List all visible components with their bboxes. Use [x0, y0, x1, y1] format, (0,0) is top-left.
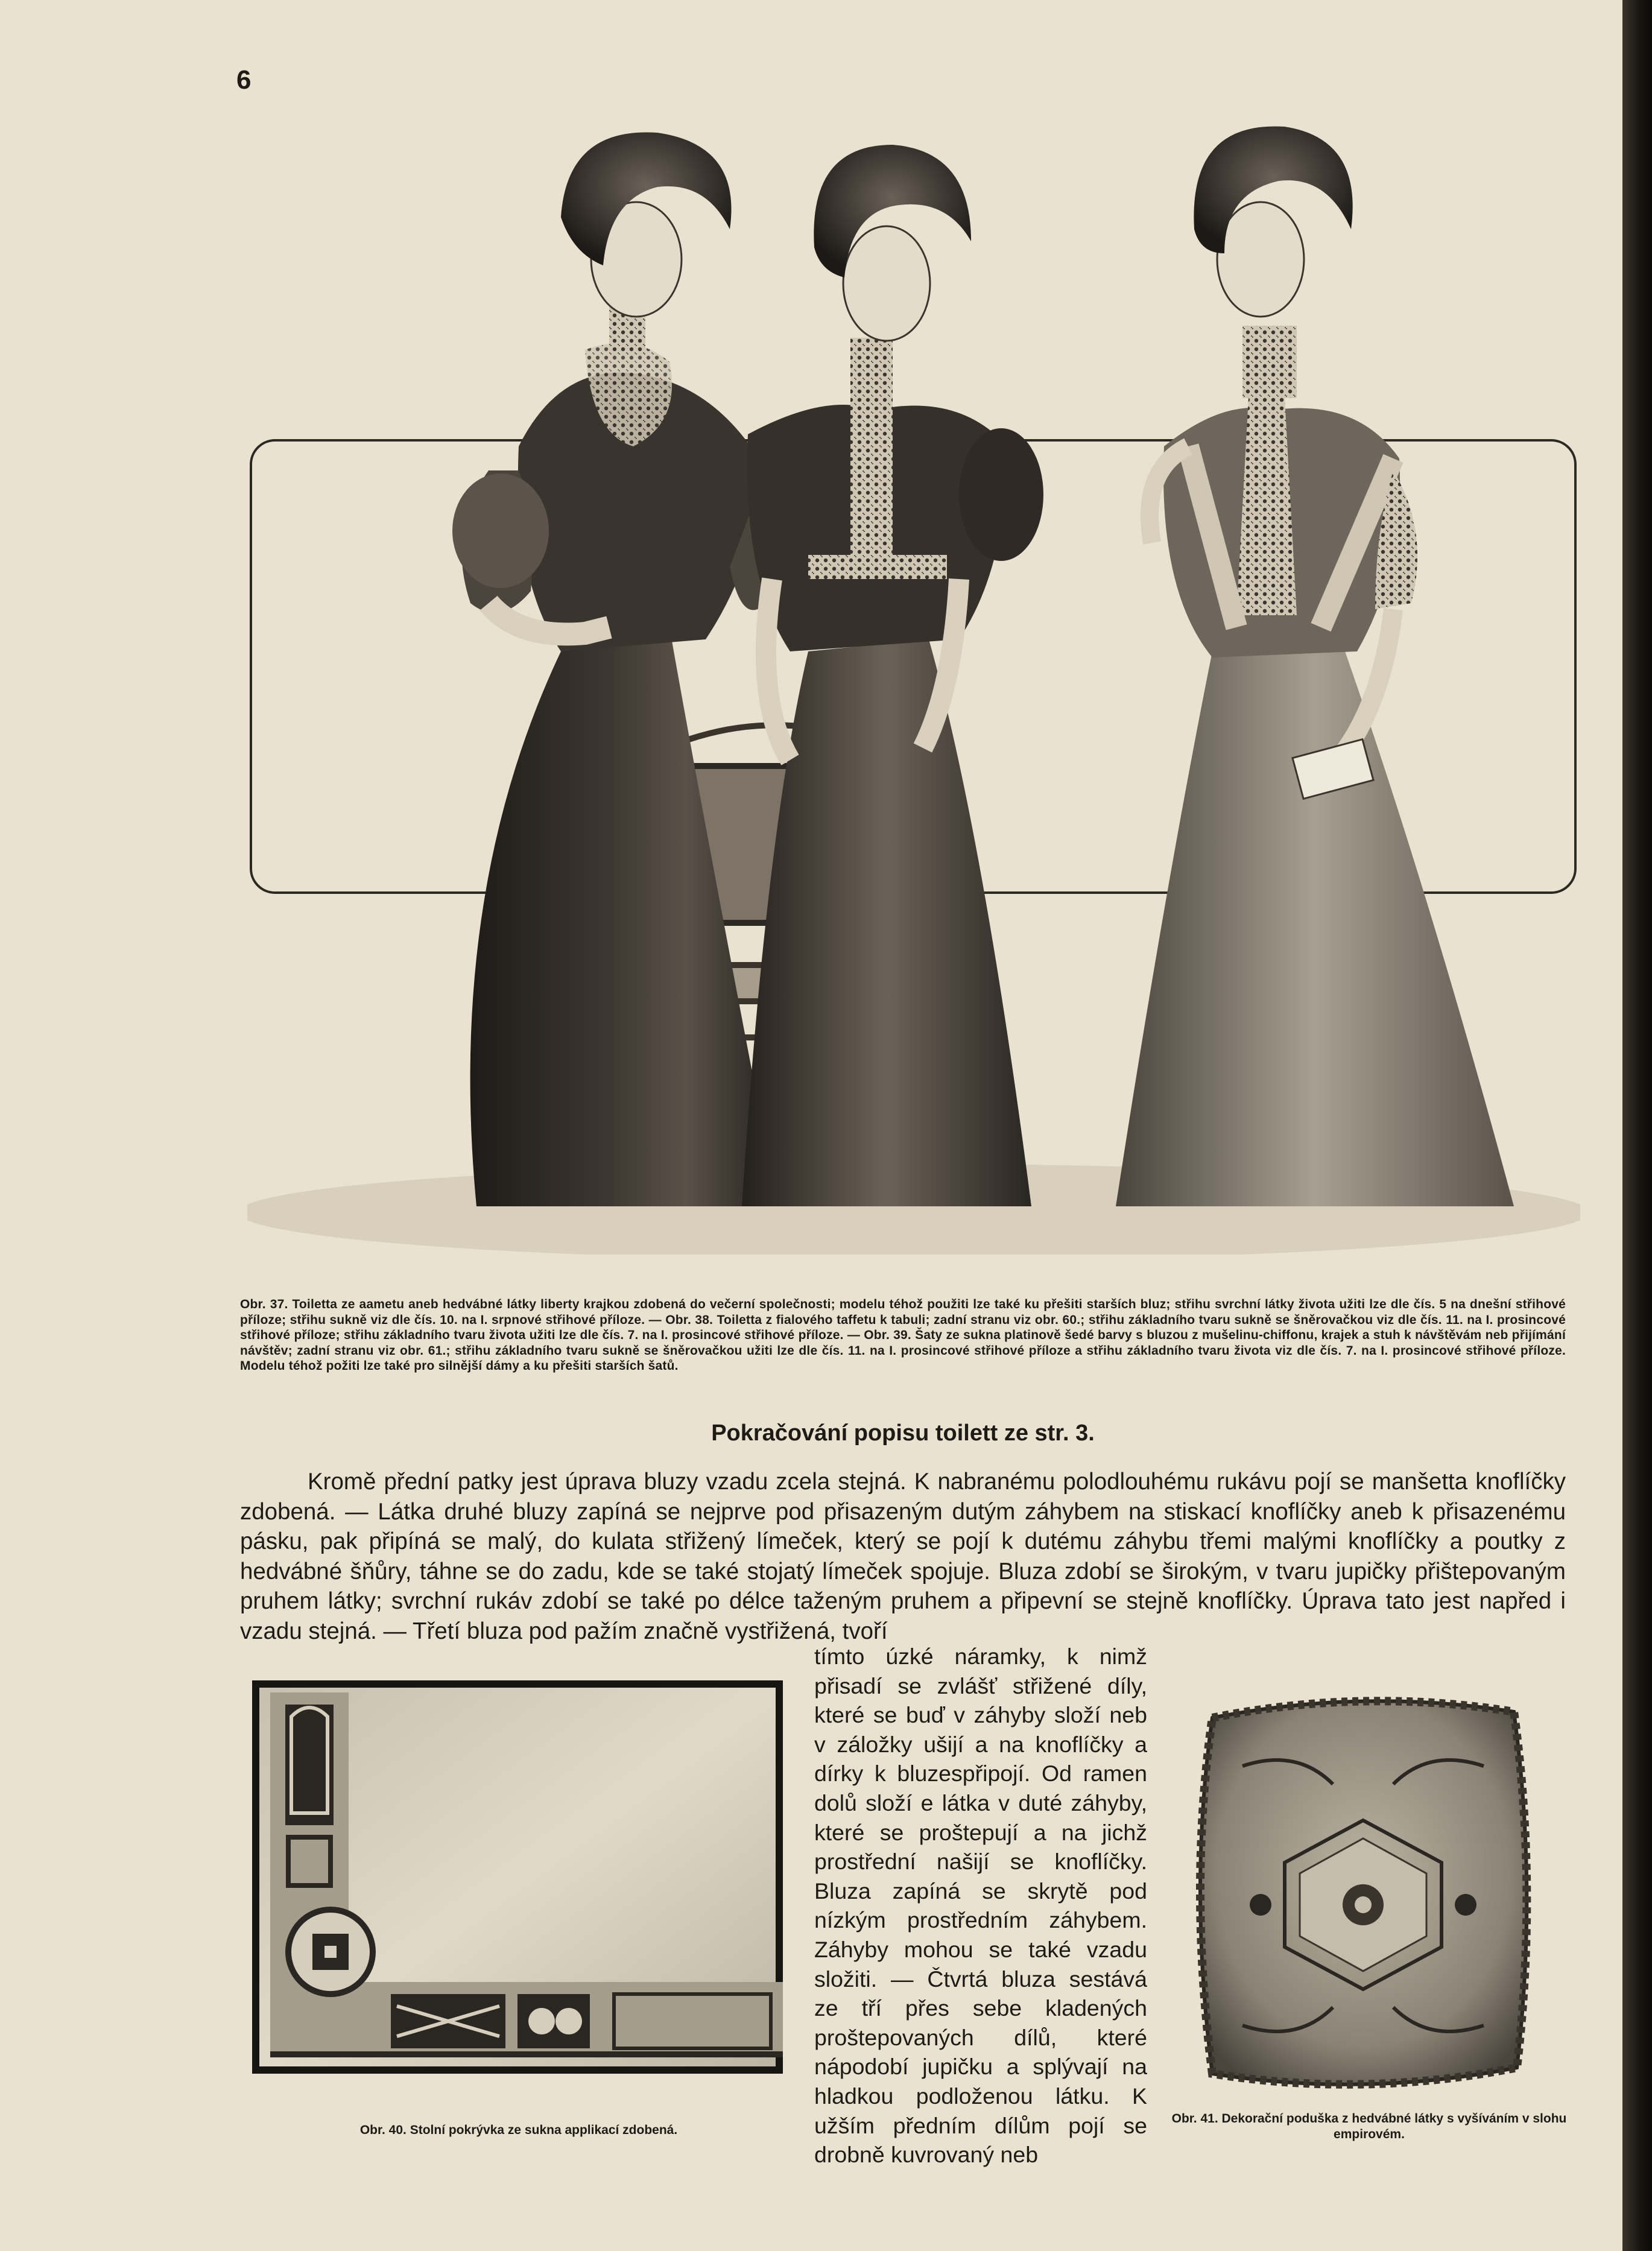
- section-heading: Pokračování popisu toilett ze str. 3.: [711, 1420, 1095, 1446]
- figure-obr-38: [742, 145, 1043, 1206]
- plate-caption: Obr. 37. Toiletta ze aametu aneb hedvábné látky liberty krajkou zdobená do večerní společnosti; modelu téhož použiti lze také ku přešiti starších bluz; střihu svrchní látky života užiti lze dle čís. 5 na dnešní střihové příloze; střihu sukně viz dle čís. 10. na I. srpnové střihové příloze. — Obr. 38. Toiletta z fialového taffetu k tabuli; zadní stranu viz obr. 60.; střihu základního tvaru sukně se šněrovačkou viz dle čís. 11. na I. prosincové střihové příloze; střihu základního tvaru života užiti lze dle čís. 7. na I. prosincové střihové příloze. — Obr. 39. Šaty ze sukna platinově šedé barvy s bluzou z mušelinu-chiffonu, krajek a stuh k návštěvám neb přijímání návštěv; zadní stranu viz obr. 61.; střihu základního tvaru sukně se šněrovačkou užiti lze dle čís. 11. na I. prosincové střihové příloze a střihu základního tvaru života viz dle čís. 7. na I. prosincové střihové příloze. Modelu téhož požiti lze také pro silnější dámy a ku přešiti starších šatů.: [240, 1297, 1566, 1373]
- figure-40-table-cover: [252, 1680, 783, 2074]
- figure-41-cushion: [1188, 1682, 1538, 2098]
- article-body: [240, 1467, 1566, 1646]
- article-paragraph: Kromě přední patky jest úprava bluzy vzadu zcela stejná. K nabranému polodlouhému rukávu pojí se manšetta knoflíčky zdobená. — Látka druhé bluzy zapíná se nejprve pod přisazeným dutým záhybem na stiskací knoflíčky aneb k přisazenému pásku, pak připíná se malý, do kulata střižený límeček, který se pojí k dutému záhybu třemi malými knoflíčky a poutky z hedvábné šňůry, táhne se do zadu, kde se také stojatý límeček spojuje. Bluza zdobí se širokým, v tvaru jupičky přištepovaným pruhem látky; svrchní rukáv zdobí se také po délce taženým pruhem a připevní se stejně knoflíčky. Úprava tato jest napřed i vzadu stejná. — Třetí bluza pod pažím značně vystřižená, tvoří: [240, 1469, 1566, 1644]
- figure-40-caption: Obr. 40. Stolní pokrývka ze sukna applikací zdobená.: [359, 2123, 678, 2137]
- fashion-plate-illustration: [247, 109, 1580, 1255]
- page-number: 6: [236, 65, 252, 95]
- figure-41-caption: Obr. 41. Dekorační poduška z hedvábné látky s vyšíváním v slohu empirovém.: [1171, 2112, 1567, 2141]
- figure-obr-37: [452, 132, 796, 1206]
- page-edge: [1622, 0, 1652, 2251]
- article-column: tímto úzké náramky, k nimž přisadí se zvlášť střižené díly, které se buď v záhyby složí neb v záložky ušijí a na knoflíčky a dírky k bluzespřipojí. Od ramen dolů složí e látka v duté záhyby, které se proštepují a na jichž prostřední našijí se knoflíčky. Bluza zapíná se skrytě pod nízkým prostředním záhybem. Záhyby mohou se také vzadu složiti. — Čtvrtá bluza sestává ze tří přes sebe kladených proštepovaných dílů, které nápodobí jupičku a splývají na hladkou podloženou látku. K užším předním dílům pojí se drobně kuvrovaný neb: [814, 1644, 1147, 2168]
- figure-obr-39: [1116, 126, 1514, 1206]
